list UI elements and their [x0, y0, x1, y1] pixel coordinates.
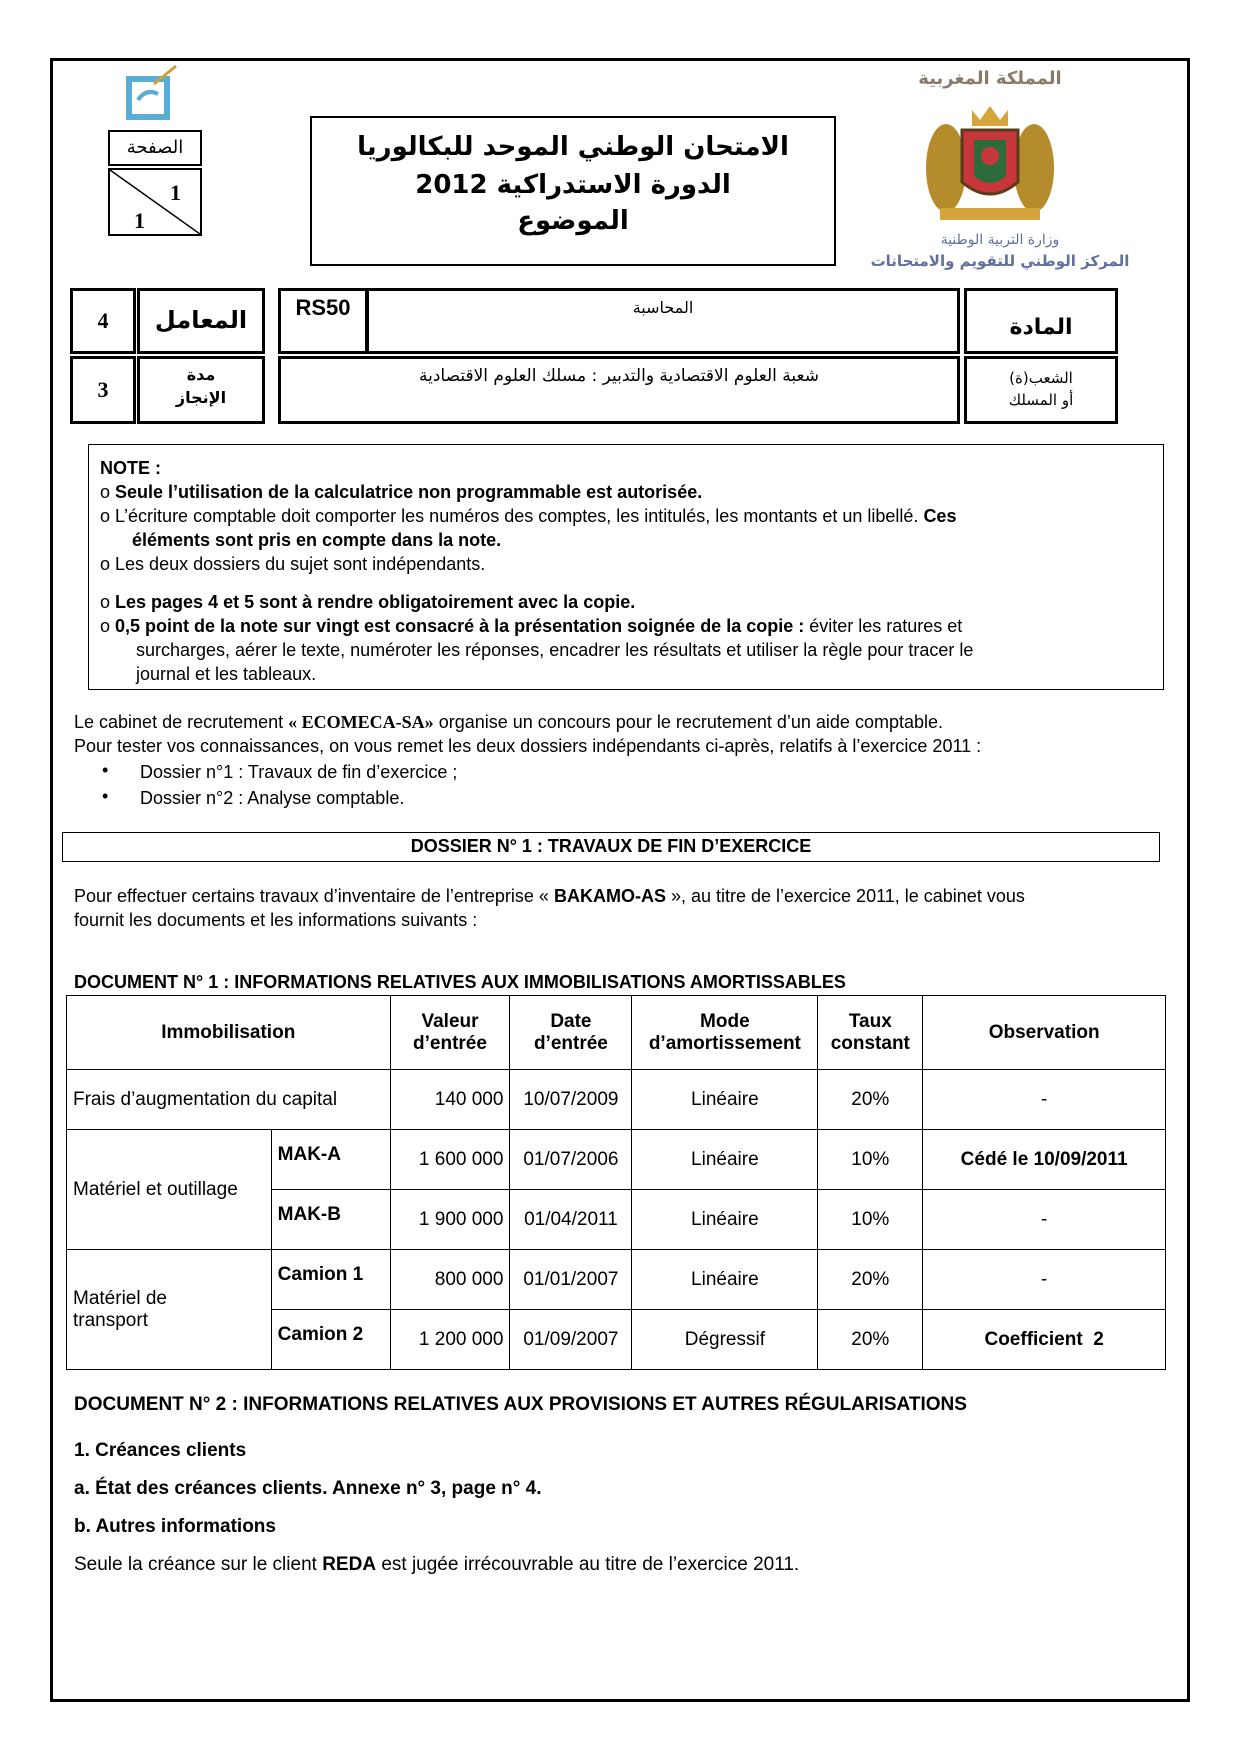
branch-box — [278, 356, 960, 424]
bullet-dot-icon: • — [102, 786, 109, 806]
bullet-marker: o — [100, 554, 111, 574]
cell-group — [67, 1250, 272, 1370]
kingdom-label: المملكة المغربية — [918, 68, 1062, 89]
bullet-marker: o — [100, 592, 111, 612]
header-taux — [818, 996, 923, 1070]
branch-label-1: الشعب(ة) — [1009, 369, 1073, 387]
header-date-1: Date — [550, 1010, 592, 1032]
note-item-2-bold-a: Ces — [923, 506, 957, 526]
dossier1-text-c: », au titre de l’exercice 2011, le cabinet vous — [670, 886, 1025, 906]
cell-date: 01/07/2006 — [510, 1130, 632, 1190]
cell-valeur: 1 900 000 — [390, 1190, 510, 1250]
cell-mode: Linéaire — [632, 1130, 818, 1190]
cell-observation: - — [923, 1070, 1166, 1130]
header-valeur — [390, 996, 510, 1070]
cell-taux: 10% — [818, 1130, 923, 1190]
header-date-2: d’entrée — [533, 1032, 608, 1054]
cell-valeur: 1 200 000 — [390, 1310, 510, 1370]
cell-valeur: 800 000 — [390, 1250, 510, 1310]
doc2-text-a: Seule la créance sur le client — [74, 1554, 317, 1575]
cell-immobilisation: Frais d’augmentation du capital — [67, 1070, 391, 1130]
note-item-4-text: Les pages 4 et 5 sont à rendre obligatoirement avec la copie. — [115, 592, 636, 612]
intro-line-1-c: organise un concours pour le recrutement d’un aide comptable. — [438, 712, 943, 732]
cell-observation: - — [923, 1250, 1166, 1310]
header-valeur-1: Valeur — [421, 1010, 479, 1032]
duration-value-box — [70, 356, 136, 424]
note-item-5-text-b: surcharges, aérer le texte, numéroter les réponses, encadrer les résultats et utiliser la règle pour tracer le — [136, 640, 974, 660]
note-item-2-bold-b: éléments sont pris en compte dans la note. — [132, 530, 502, 550]
doc2-section-1a: a. État des créances clients. Annexe n° 3, page n° 4. — [74, 1478, 542, 1499]
intro-bullet-2: Dossier n°2 : Analyse comptable. — [140, 788, 405, 808]
cell-mode: Dégressif — [632, 1310, 818, 1370]
header-taux-1: Taux — [848, 1010, 892, 1032]
coef-label: المعامل — [154, 306, 248, 334]
immobilisations-table — [66, 995, 1166, 1370]
ministry-line1: وزارة التربية الوطنية — [940, 232, 1060, 248]
subject-label-box — [964, 288, 1118, 354]
cell-observation: - — [923, 1190, 1166, 1250]
branch-label-2: أو المسلك — [1008, 391, 1074, 409]
cell-taux: 20% — [818, 1310, 923, 1370]
note-item-5-text-c: journal et les tableaux. — [136, 664, 317, 684]
note-item-2-text: L’écriture comptable doit comporter les numéros des comptes, les intitulés, les montants et un libellé. — [115, 506, 919, 526]
duration-value: 3 — [97, 377, 109, 402]
cell-valeur: 1 600 000 — [390, 1130, 510, 1190]
page-total: 1 — [134, 208, 145, 233]
note-item-4 — [100, 592, 635, 613]
dossier1-text-2: fournit les documents et les informations suivants : — [74, 910, 478, 930]
duration-label-1: مدة — [186, 365, 216, 384]
cell-taux: 20% — [818, 1250, 923, 1310]
doc2-section-1b: b. Autres informations — [74, 1516, 276, 1537]
coef-value: 4 — [97, 308, 109, 333]
intro-line-1-a: Le cabinet de recrutement — [74, 712, 284, 732]
cell-date: 01/01/2007 — [510, 1250, 632, 1310]
intro-line-2: Pour tester vos connaissances, on vous remet les deux dossiers indépendants ci-après, relatifs à l’exercice 2011 : — [74, 736, 982, 756]
cell-mode: Linéaire — [632, 1250, 818, 1310]
ministry-line2: المركز الوطني للتقويم والامتحانات — [870, 252, 1130, 270]
dossier1-company: BAKAMO-AS — [553, 886, 666, 906]
cell-mode: Linéaire — [632, 1190, 818, 1250]
subject-name: المحاسبة — [632, 298, 694, 317]
doc2-text-c: est jugée irrécouvrable au titre de l’exercice 2011. — [381, 1554, 800, 1575]
cell-group-line-2: transport — [73, 1309, 148, 1331]
cell-group-line-1: Matériel de — [73, 1287, 167, 1309]
header-mode-1: Mode — [700, 1010, 750, 1032]
exam-title-line3: الموضوع — [517, 206, 629, 236]
header-taux-2: constant — [830, 1032, 910, 1054]
header-observation: Observation — [923, 996, 1166, 1070]
coat-of-arms-icon — [922, 96, 1058, 226]
doc2-text — [74, 1554, 799, 1576]
note-title: NOTE : — [100, 458, 161, 478]
cell-taux: 10% — [818, 1190, 923, 1250]
subject-box — [366, 288, 960, 354]
page-current: 1 — [170, 180, 181, 205]
header-valeur-2: d’entrée — [413, 1032, 487, 1054]
client-name: REDA — [322, 1554, 377, 1575]
note-item-5 — [100, 616, 962, 637]
cell-item: Camion 2 — [271, 1310, 390, 1370]
dossier1-text-a: Pour effectuer certains travaux d’inventaire de l’entreprise « — [74, 886, 549, 906]
code-box — [278, 288, 368, 354]
intro-bullet-1: Dossier n°1 : Travaux de fin d’exercice ; — [140, 762, 458, 782]
table-row — [67, 1070, 1166, 1130]
dossier1-title: DOSSIER N° 1 : TRAVAUX DE FIN D’EXERCICE — [410, 836, 812, 856]
cell-item: MAK-B — [271, 1190, 390, 1250]
cell-taux: 20% — [818, 1070, 923, 1130]
note-item-5-text-a: éviter les ratures et — [809, 616, 963, 636]
exam-title-box — [310, 116, 836, 266]
dossier1-text-1 — [74, 886, 1025, 907]
cell-valeur: 140 000 — [390, 1070, 510, 1130]
bullet-dot-icon: • — [102, 760, 109, 780]
cell-item: Camion 1 — [271, 1250, 390, 1310]
dossier1-title-box — [62, 832, 1160, 862]
doc1-title: DOCUMENT N° 1 : INFORMATIONS RELATIVES AUX IMMOBILISATIONS AMORTISSABLES — [74, 972, 846, 992]
cell-observation: Cédé le 10/09/2011 — [923, 1130, 1166, 1190]
header-date — [510, 996, 632, 1070]
duration-label-2: الإنجاز — [175, 388, 227, 407]
cell-group: Matériel et outillage — [67, 1130, 272, 1250]
cell-observation: Coefficient 2 — [923, 1310, 1166, 1370]
header-immobilisation: Immobilisation — [67, 996, 391, 1070]
intro-line-1 — [74, 712, 943, 733]
note-item-2 — [100, 506, 956, 527]
subject-label: المادة — [1009, 315, 1073, 340]
note-item-1-text: Seule l’utilisation de la calculatrice non programmable est autorisée. — [115, 482, 703, 502]
header-mode — [632, 996, 818, 1070]
cell-mode: Linéaire — [632, 1070, 818, 1130]
branch-label-box — [964, 356, 1118, 424]
exam-title-line1: الامتحان الوطني الموحد للبكالوريا — [357, 132, 789, 162]
table-header-row — [67, 996, 1166, 1070]
cell-item: MAK-A — [271, 1130, 390, 1190]
duration-label-box — [137, 356, 265, 424]
page-number-box — [108, 168, 202, 236]
note-item-3-text: Les deux dossiers du sujet sont indépendants. — [115, 554, 486, 574]
cell-date: 10/07/2009 — [510, 1070, 632, 1130]
note-item-1 — [100, 482, 702, 503]
table-row — [67, 1130, 1166, 1190]
bullet-marker: o — [100, 616, 111, 636]
header-mode-2: d’amortissement — [648, 1032, 801, 1054]
doc2-title: DOCUMENT N° 2 : INFORMATIONS RELATIVES AUX PROVISIONS ET AUTRES RÉGULARISATIONS — [74, 1394, 967, 1415]
exam-title-line2: الدورة الاستدراكية 2012 — [415, 170, 731, 200]
bullet-marker: o — [100, 482, 111, 502]
bullet-marker: o — [100, 506, 111, 526]
coef-value-box — [70, 288, 136, 354]
subject-code: RS50 — [295, 295, 351, 320]
cell-date: 01/04/2011 — [510, 1190, 632, 1250]
exam-center-logo-icon — [124, 64, 186, 124]
table-row — [67, 1250, 1166, 1310]
branch-name: شعبة العلوم الاقتصادية والتدبير : مسلك العلوم الاقتصادية — [419, 366, 819, 386]
note-item-3 — [100, 554, 485, 575]
coef-label-box — [137, 288, 265, 354]
note-item-5-bold: 0,5 point de la note sur vingt est consacré à la présentation soignée de la copie : — [115, 616, 805, 636]
cell-date: 01/09/2007 — [510, 1310, 632, 1370]
page-label-box — [108, 130, 202, 166]
company-name: « ECOMECA-SA» — [288, 712, 434, 732]
doc2-section-1: 1. Créances clients — [74, 1440, 247, 1461]
page-label: الصفحة — [126, 137, 184, 158]
page-diagonal — [110, 170, 200, 234]
